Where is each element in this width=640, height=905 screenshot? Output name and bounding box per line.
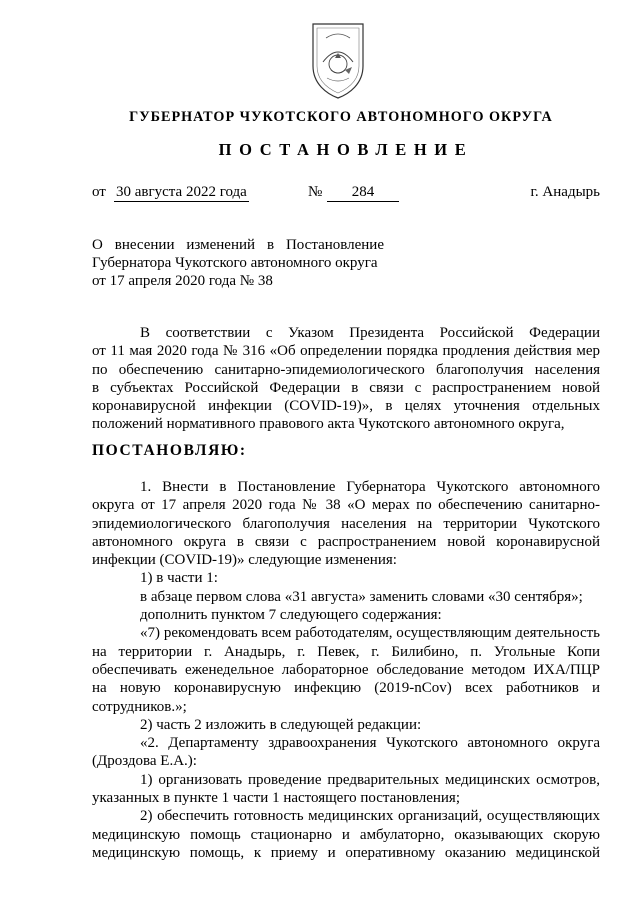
preamble-line: коронавирусной инфекции (COVID-19)», в целях уточнения отдельных (92, 398, 600, 415)
body-line: 1) в части 1: (140, 570, 218, 587)
body-line: на новую коронавирусную инфекцию (2019-nCov) всех работников и (92, 680, 600, 697)
body-line: 2) часть 2 изложить в следующей редакции: (140, 716, 422, 733)
decree-body (92, 478, 600, 862)
body-line: указанных в пункте 1 части 1 настоящего постановления; (92, 790, 460, 807)
date-prefix: от (92, 184, 106, 200)
issuing-authority: ГУБЕРНАТОР ЧУКОТСКОГО АВТОНОМНОГО ОКРУГА (129, 109, 553, 125)
body-line: в абзаце первом слова «31 августа» заменить словами «30 сентября»; (140, 588, 583, 605)
document-number: 284 (327, 184, 399, 202)
body-line: округа от 17 апреля 2020 года № 38 «О мерах по обеспечению санитарно- (92, 497, 600, 514)
body-line: обеспечивать еженедельное лабораторное обследование методом ИХА/ПЦР (92, 661, 600, 678)
body-line: «7) рекомендовать всем работодателям, осуществляющим деятельность (140, 625, 600, 642)
preamble-line: В соответствии с Указом Президента Российской Федерации (140, 325, 600, 341)
body-line: дополнить пунктом 7 следующего содержания: (140, 607, 442, 624)
document-place: г. Анадырь (530, 184, 600, 200)
subject-line: Губернатора Чукотского автономного округа (92, 255, 378, 272)
body-line: 2) обеспечить готовность медицинских организаций, осуществляющих (140, 808, 600, 825)
body-line: сотрудников.»; (92, 698, 187, 715)
body-line: медицинскую помощь стационарно и амбулаторно, оказывающих скорую (92, 826, 600, 843)
preamble-line: положений нормативного правового акта Чукотского автономного округа, (92, 416, 565, 433)
body-line: 1. Внести в Постановление Губернатора Чукотского автономного (140, 479, 600, 495)
decree-word: ПОСТАНОВЛЯЮ: (92, 442, 247, 459)
preamble-line: в субъектах Российской Федерации в связи с распространением новой (92, 379, 600, 396)
chukotka-coat-of-arms-icon (305, 20, 371, 100)
document-date: 30 августа 2022 года (116, 184, 247, 200)
document-subject (92, 236, 384, 291)
number-label: № (308, 184, 323, 200)
body-line: «2. Департаменту здравоохранения Чукотского автономного округа (140, 735, 600, 752)
preamble (92, 324, 600, 434)
body-line: автономного округа в связи с распространением новой коронавирусной (92, 533, 600, 550)
body-line: эпидемиологического благополучия населения на территории Чукотского (92, 515, 600, 532)
subject-line: О внесении изменений в Постановление (92, 237, 384, 253)
body-line: 1) организовать проведение предварительных медицинских осмотров, (140, 771, 600, 788)
document-type-title: ПОСТАНОВЛЕНИЕ (218, 140, 474, 159)
body-line: (Дроздова Е.А.): (92, 753, 197, 770)
document-meta-row (0, 184, 640, 206)
body-line: инфекции (COVID-19)» следующие изменения: (92, 552, 397, 569)
body-line: на территории г. Анадырь, г. Певек, г. Билибино, п. Угольные Копи (92, 643, 600, 660)
preamble-line: от 11 мая 2020 года № 316 «Об определении порядка продления действия мер (92, 343, 600, 360)
body-line: медицинскую помощь, к приему и оперативному оказанию медицинской (92, 844, 600, 861)
subject-line: от 17 апреля 2020 года № 38 (92, 273, 273, 290)
preamble-line: по обеспечению санитарно-эпидемиологического благополучия населения (92, 361, 600, 378)
